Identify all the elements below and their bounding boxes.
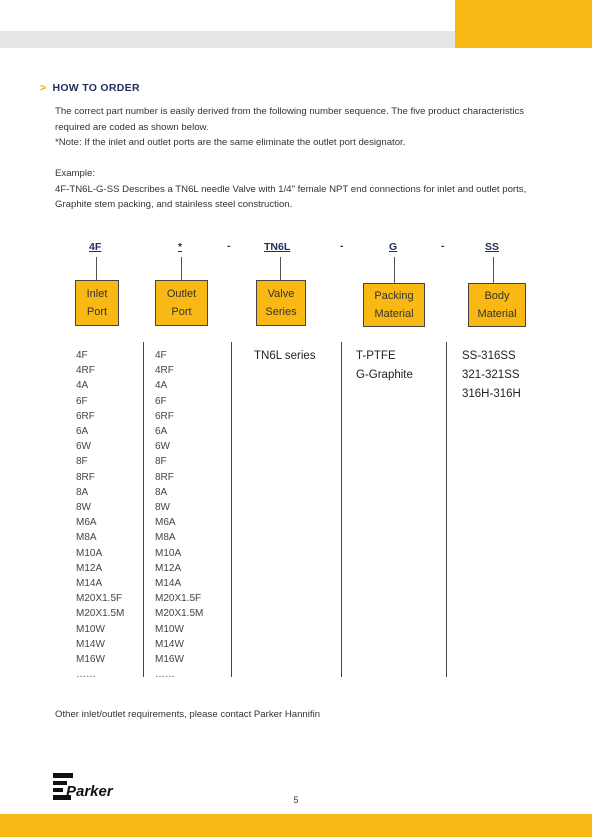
option-item: 4A	[76, 380, 89, 392]
outlet-options-list	[155, 348, 203, 682]
option-item: 8A	[76, 486, 89, 498]
option-item: M20X1.5F	[76, 593, 123, 605]
option-item: M10A	[155, 547, 182, 559]
option-item: 8W	[76, 502, 91, 514]
option-item: M16W	[76, 654, 105, 666]
box-label: Body	[484, 290, 510, 302]
example-label: Example:	[55, 168, 95, 179]
connector-line	[181, 257, 182, 280]
box-label: Packing	[374, 290, 414, 302]
option-item: 6F	[155, 395, 167, 407]
option-item: 316H-316H	[462, 388, 521, 400]
box-outlet-port	[155, 280, 208, 326]
code-body: SS	[485, 241, 500, 253]
option-item: G-Graphite	[356, 369, 413, 381]
option-item: SS-316SS	[462, 350, 516, 362]
option-item: M14W	[155, 638, 184, 650]
option-item: 8A	[155, 486, 168, 498]
option-item: 4RF	[76, 365, 95, 377]
intro-line: required are coded as shown below.	[55, 121, 209, 133]
example-line: 4F-TN6L-G-SS Describes a TN6L needle Valve with 1/4" female NPT end connections for inlet and outlet ports,	[55, 183, 527, 195]
option-item: 8RF	[155, 471, 174, 483]
box-label: Outlet	[166, 288, 197, 300]
option-item: M16W	[155, 654, 184, 666]
connector-line	[280, 257, 281, 280]
option-item: M10W	[76, 623, 105, 635]
inlet-options-list	[76, 348, 124, 682]
option-item: TN6L series	[254, 350, 316, 362]
footer-band	[0, 814, 592, 837]
box-valve-series	[256, 280, 306, 326]
page-number: 5	[293, 795, 299, 805]
section-heading	[40, 82, 140, 94]
example-paragraph	[55, 166, 565, 213]
code-dash: -	[441, 240, 445, 252]
column-divider	[231, 342, 232, 677]
option-item: 6RF	[76, 410, 95, 422]
intro-note: *Note: If the inlet and outlet ports are the same eliminate the outlet port designator.	[55, 137, 406, 148]
option-item: M6A	[76, 517, 97, 529]
column-divider	[143, 342, 144, 677]
option-item: 4RF	[155, 365, 174, 377]
intro-paragraph	[55, 104, 565, 151]
box-label: Inlet	[86, 288, 108, 300]
header-band	[0, 31, 455, 48]
option-item: M12A	[155, 562, 182, 574]
option-item: M6A	[155, 517, 176, 529]
option-item: M20X1.5F	[155, 593, 202, 605]
series-options-list	[254, 347, 316, 366]
option-item: M20X1.5M	[155, 608, 204, 620]
option-item: ……	[155, 669, 175, 681]
body-options-list	[462, 347, 521, 404]
code-dash: -	[340, 240, 344, 252]
option-item: 4F	[76, 350, 88, 361]
header-accent-block	[455, 0, 592, 48]
option-item: M8A	[155, 532, 176, 544]
connector-line	[96, 257, 97, 280]
option-item: M10A	[76, 547, 103, 559]
box-body-material	[468, 283, 526, 327]
option-item: M20X1.5M	[76, 608, 125, 620]
option-item: T-PTFE	[356, 350, 396, 362]
box-packing-material	[363, 283, 425, 327]
option-item: 6A	[76, 426, 89, 438]
option-item: M12A	[76, 562, 103, 574]
heading-text: HOW TO ORDER	[52, 82, 140, 94]
box-label: Port	[171, 306, 192, 318]
packing-options-list	[356, 347, 413, 385]
column-divider	[341, 342, 342, 677]
chevron-right-icon: >	[40, 82, 47, 94]
option-item: 8F	[76, 456, 88, 468]
example-line: Graphite stem packing, and stainless steel construction.	[55, 199, 293, 210]
option-item: 321-321SS	[462, 369, 520, 381]
option-item: 6F	[76, 395, 88, 407]
box-label: Material	[477, 308, 517, 320]
option-item: M14W	[76, 638, 105, 650]
option-item: ……	[76, 669, 96, 681]
code-dash: -	[227, 240, 231, 252]
option-item: M14A	[76, 578, 103, 590]
column-divider	[446, 342, 447, 677]
option-item: 6W	[76, 441, 91, 453]
intro-line: The correct part number is easily derived from the following number sequence. The five product characteristics	[55, 106, 525, 117]
option-item: 4A	[155, 380, 168, 392]
logo-wordmark: Parker	[66, 783, 113, 800]
box-label: Port	[86, 306, 108, 318]
code-packing: G	[389, 241, 398, 253]
option-item: 8W	[155, 502, 170, 514]
code-series: TN6L	[264, 241, 291, 253]
option-item: 6W	[155, 441, 170, 453]
code-inlet: 4F	[89, 241, 102, 253]
box-label: Material	[374, 308, 414, 320]
option-item: M8A	[76, 532, 97, 544]
option-item: 6A	[155, 426, 168, 438]
option-item: M10W	[155, 623, 184, 635]
box-inlet-port	[75, 280, 119, 326]
connector-line	[493, 257, 494, 283]
option-item: 8RF	[76, 471, 95, 483]
code-outlet: *	[178, 241, 183, 253]
box-label: Series	[265, 306, 297, 318]
connector-line	[394, 257, 395, 283]
option-item: 8F	[155, 456, 167, 468]
option-item: 4F	[155, 350, 167, 361]
option-item: 6RF	[155, 410, 174, 422]
box-label: Valve	[267, 288, 295, 300]
option-item: M14A	[155, 578, 182, 590]
contact-note: Other inlet/outlet requirements, please contact Parker Hannifin	[55, 709, 321, 720]
